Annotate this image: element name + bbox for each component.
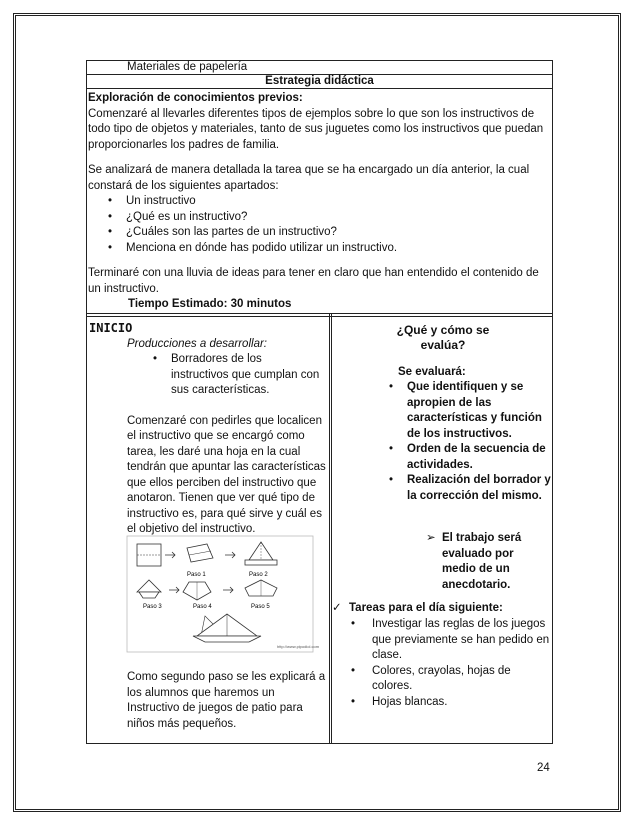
strategy-header: Estrategia didáctica [87,75,552,89]
list-item: • Orden de la secuencia de actividades. [407,442,552,473]
evaluation-title-line-2: evalúa? [420,338,466,352]
materials-row: Materiales de papelería [87,61,552,75]
list-item: • Borradores de los instructivos que cumplan con sus características. [171,352,321,399]
tareas-title: Tareas para el día siguiente: [349,602,503,614]
diagram-step-label: Paso 3 [143,604,162,610]
list-item: • ¿Qué es un instructivo? [126,210,550,226]
list-item: • Investigar las reglas de los juegos que previamente se han pedido en clase. [372,617,550,664]
inicio-heading: INICIO [89,321,133,335]
checkmark-icon: ✓ [332,602,342,614]
list-item: • Colores, crayolas, hojas de colores. [372,664,550,695]
exploration-paragraph-1: Comenzaré al llevarles diferentes tipos de ejemplos sobre lo que son los instructivos de todo tipo de objetos y materiales, tanto de sus juguetes como los instructivos que puedan proporcionarles los padres de familia. [88,107,544,151]
exploration-paragraph-3: Terminaré con una lluvia de ideas para tener en claro que han entendido el contenido de un instructivo. [88,267,539,295]
tareas-heading [332,601,503,617]
strategy-table [86,60,553,317]
exploration-cell [87,89,552,313]
homework-sections-list [88,194,550,256]
list-item: • Realización del borrador y la corrección del mismo. [407,473,552,504]
paper-boat-diagram [127,536,320,652]
diagram-step-label: Paso 1 [187,572,206,578]
producciones-label: Producciones a desarrollar: [127,337,267,350]
inicio-paragraph-1: Comenzaré con pedirles que localicen el instructivo que se encargó como tarea, les daré una hoja en la cual tendrán que apuntar las características que ellos perciben del instructivo que anotaron. Tienen que ver qué tipo de instructivo es, para qué sirve y cuál es el objetivo del instructivo. [127,414,326,535]
list-item: • Un instructivo [126,194,550,210]
evaluation-method-text: El trabajo será evaluado por medio de un anecdotario. [442,532,522,591]
page-number: 24 [537,762,550,774]
list-item: • Que identifiquen y se apropien de las características y función de los instructivos. [407,380,552,442]
tareas-list [372,617,550,710]
diagram-credit: http://www.pipodiol.com [277,644,320,649]
evaluation-method [426,531,547,593]
diagram-step-label: Paso 4 [193,604,212,610]
list-item: • Hojas blancas. [372,695,550,711]
activities-table [86,313,553,744]
diagram-step-label: Paso 2 [249,572,268,578]
list-item: • ¿Cuáles son las partes de un instructivo? [126,225,550,241]
inicio-column [87,314,332,743]
exploration-title: Exploración de conocimientos previos: [88,92,303,104]
evaluation-title [332,323,554,353]
estimated-time: Tiempo Estimado: 30 minutos [128,298,292,310]
producciones-list [89,352,321,399]
se-evaluara-label: Se evaluará: [398,366,466,378]
exploration-paragraph-2: Se analizará de manera detallada la tarea que se ha encargado un día anterior, la cual constará de los siguientes apartados: [88,164,530,192]
arrow-bullet-icon: ➢ [426,532,436,544]
diagram-step-label: Paso 5 [251,604,270,610]
evaluation-column [332,314,552,743]
evaluation-title-line-1: ¿Qué y cómo se [396,323,490,337]
inicio-paragraph-2: Como segundo paso se les explicará a los alumnos que haremos un Instructivo de juegos de patio para niños más pequeños. [127,671,326,730]
list-item: • Menciona en dónde has podido utilizar un instructivo. [126,241,550,257]
criteria-list [407,380,552,504]
